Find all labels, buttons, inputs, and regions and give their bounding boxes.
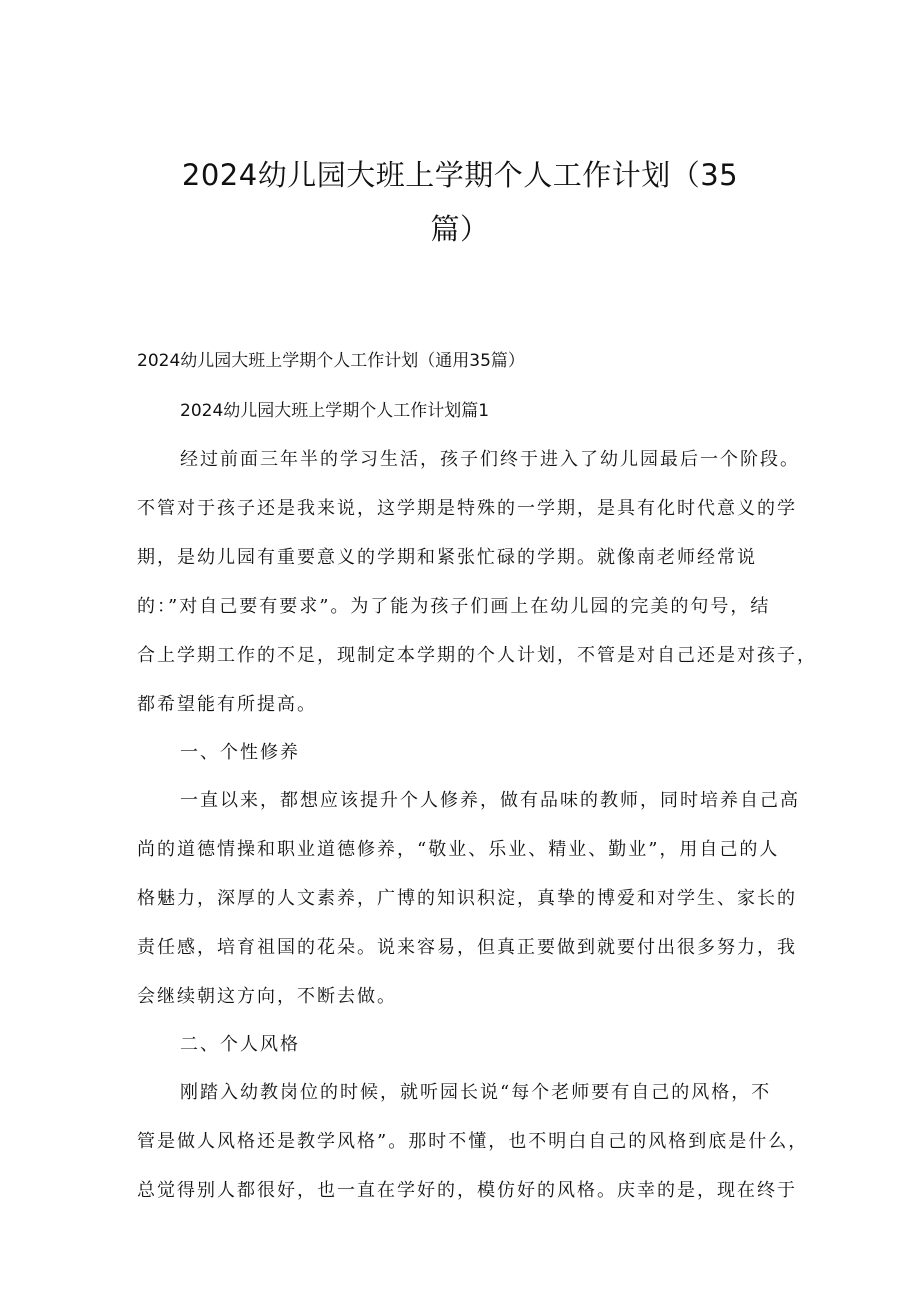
body-line: 期，是幼儿园有重要意义的学期和紧张忙碌的学期。就像南老师经常说	[137, 547, 757, 568]
document-subtitle: 2024幼儿园大班上学期个人工作计划（通用35篇）	[137, 351, 525, 371]
body-line: 的：”对自己要有要求”。为了能为孩子们画上在幼儿园的完美的句号，结	[137, 596, 771, 617]
title-line-2: 篇）	[430, 212, 490, 246]
title-line-1: 2024幼儿园大班上学期个人工作计划（35	[181, 158, 739, 192]
body-line: 格魅力，深厚的人文素养，广博的知识积淀，真挚的博爱和对学生、家长的	[137, 888, 797, 909]
body-line: 经过前面三年半的学习生活，孩子们终于进入了幼儿园最后一个阶段。	[180, 449, 800, 470]
section-heading: 一、个性修养	[180, 742, 300, 763]
body-line: 会继续朝这方向，不断去做。	[137, 986, 397, 1007]
body-line: 刚踏入幼教岗位的时候，就听园长说“每个老师要有自己的风格，不	[180, 1082, 772, 1103]
body-line: 管是做人风格还是教学风格”。那时不懂，也不明白自己的风格到底是什么，	[137, 1131, 809, 1152]
body-line: 不管对于孩子还是我来说，这学期是特殊的一学期，是具有化时代意义的学	[137, 498, 797, 519]
body-line: 责任感，培育祖国的花朵。说来容易，但真正要做到就要付出很多努力，我	[137, 937, 797, 958]
document-title	[110, 148, 810, 256]
body-line: 一直以来，都想应该提升个人修养，做有品味的教师，同时培养自己高	[180, 790, 800, 811]
body-line: 合上学期工作的不足，现制定本学期的个人计划，不管是对自己还是对孩子，	[137, 645, 817, 666]
chapter-heading: 2024幼儿园大班上学期个人工作计划篇1	[180, 401, 490, 421]
body-line: 总觉得别人都很好，也一直在学好的，模仿好的风格。庆幸的是，现在终于	[137, 1180, 797, 1201]
section-heading: 二、个人风格	[180, 1034, 300, 1055]
body-line: 尚的道德情操和职业道德修养，“敬业、乐业、精业、勤业”，用自己的人	[137, 839, 780, 860]
body-line: 都希望能有所提高。	[137, 694, 317, 715]
